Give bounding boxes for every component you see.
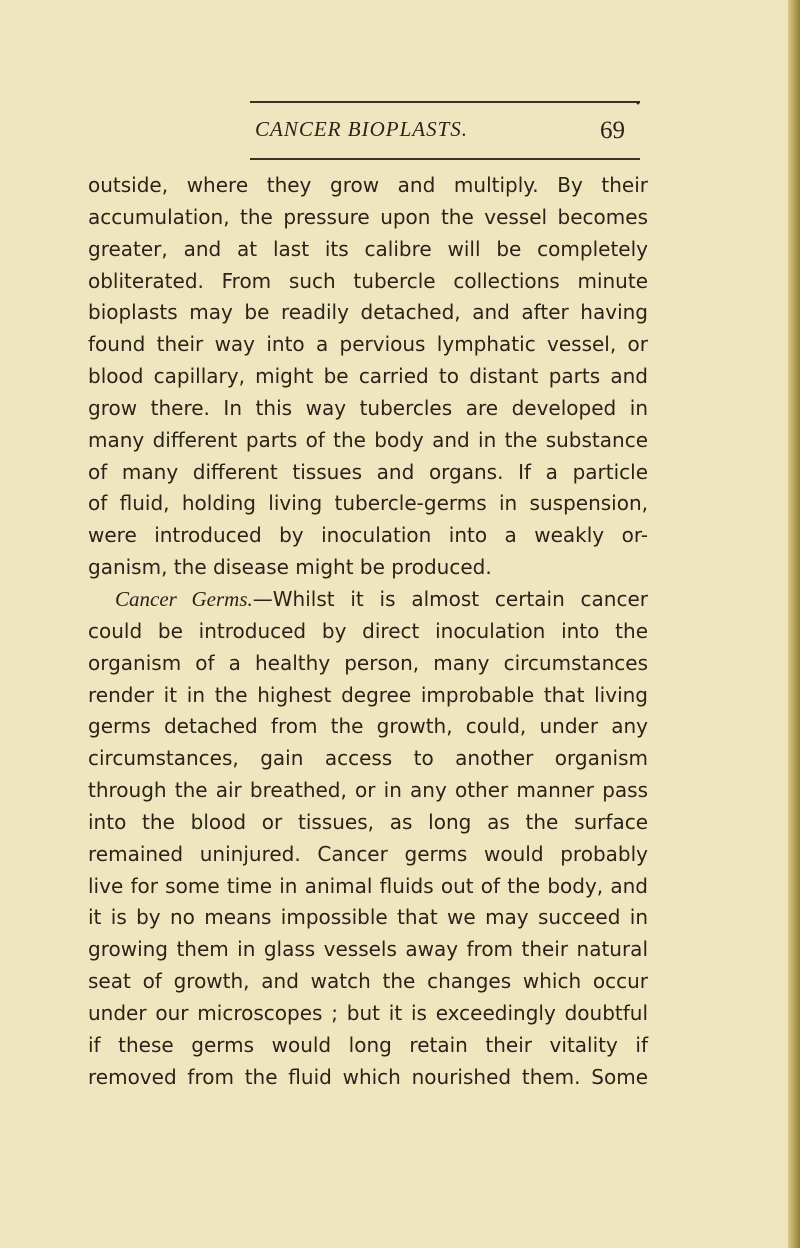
text-line: outside, where they grow and multiply. By their bbox=[88, 173, 648, 197]
text-line: remained uninjured. Cancer germs would probably bbox=[88, 841, 648, 866]
running-title: CANCER BIOPLASTS. bbox=[255, 117, 469, 141]
text-line: could be introduced by direct inoculation into the bbox=[88, 618, 648, 643]
text-line: seat of growth, and watch the changes which occur bbox=[88, 969, 648, 994]
text-line: found their way into a pervious lymphatic vessel, or bbox=[88, 332, 648, 357]
text-line: greater, and at last its calibre will be completely bbox=[88, 236, 648, 261]
text-line: render it in the highest degree improbable that living bbox=[88, 682, 648, 707]
text-line: growing them in glass vessels away from their natural bbox=[88, 937, 648, 962]
text-line: under our microscopes ; but it is exceedingly doubtful bbox=[88, 1000, 648, 1025]
page-edge bbox=[788, 0, 800, 1248]
text-line: many different parts of the body and in the substance bbox=[88, 427, 648, 452]
text-line: grow there. In this way tubercles are developed in bbox=[88, 395, 648, 420]
text-line: organism of a healthy person, many circumstances bbox=[88, 650, 648, 675]
text-line: circumstances, gain access to another organism bbox=[88, 746, 648, 771]
text-fragment: —Whilst it is almost certain cancer bbox=[252, 586, 648, 611]
text-line: of fluid, holding living tubercle-germs in suspension, bbox=[88, 491, 648, 516]
text-line: blood capillary, might be carried to distant parts and bbox=[88, 364, 648, 389]
text-line: of many different tissues and organs. If a particle bbox=[88, 459, 648, 484]
text-line: obliterated. From such tubercle collections minute bbox=[88, 268, 648, 293]
text-line: accumulation, the pressure upon the vessel becomes bbox=[88, 204, 648, 229]
text-line: removed from the fluid which nourished them. Some bbox=[88, 1064, 648, 1089]
text-line: were introduced by inoculation into a weakly or- bbox=[88, 523, 648, 548]
body-text bbox=[88, 170, 648, 1093]
text-line: into the blood or tissues, as long as the surface bbox=[88, 809, 648, 834]
paragraph-first-line bbox=[88, 584, 648, 616]
text-line: germs detached from the growth, could, under any bbox=[88, 714, 648, 739]
text-line: through the air breathed, or in any other manner pass bbox=[88, 778, 648, 803]
text-line: bioplasts may be readily detached, and after having bbox=[88, 300, 648, 325]
text-line: ganism, the disease might be produced. bbox=[88, 555, 492, 580]
page-number: 69 bbox=[600, 117, 625, 144]
header-rule-top bbox=[250, 101, 640, 103]
section-heading-cancer-germs: Cancer Germs. bbox=[115, 586, 253, 611]
text-line: live for some time in animal fluids out of the body, and bbox=[88, 873, 648, 898]
header-ornament: • bbox=[635, 99, 641, 110]
header-rule-bottom bbox=[250, 158, 640, 160]
text-line: if these germs would long retain their vitality if bbox=[88, 1032, 648, 1057]
text-line: it is by no means impossible that we may succeed in bbox=[88, 905, 648, 930]
